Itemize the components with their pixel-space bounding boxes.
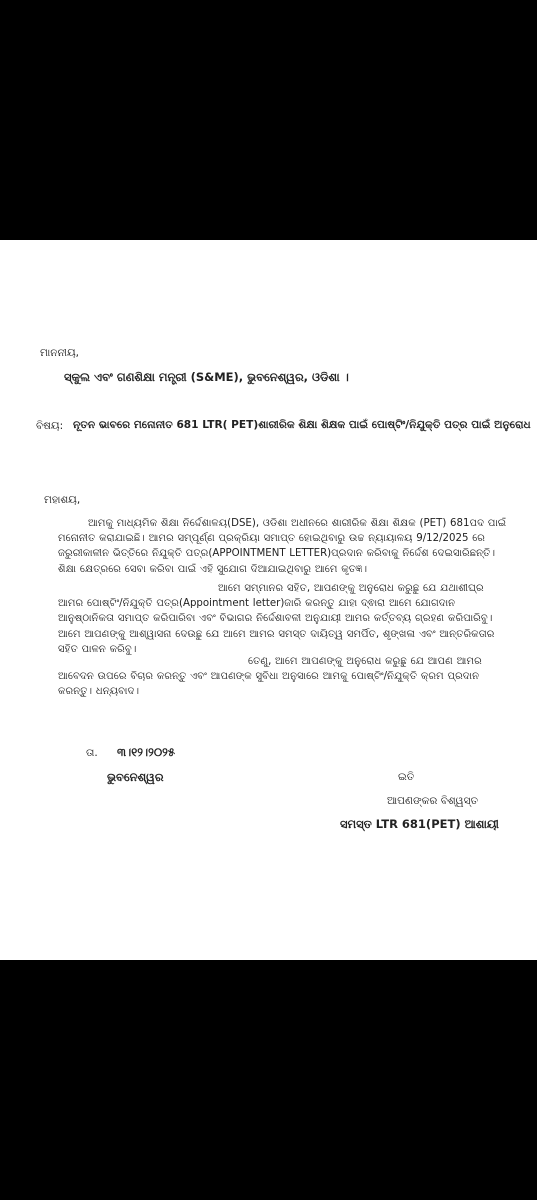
paragraph-2 bbox=[58, 581, 508, 657]
letter-page bbox=[0, 240, 537, 960]
paragraph-3 bbox=[58, 654, 508, 700]
date-label: ତା. bbox=[86, 747, 98, 759]
paragraph-1 bbox=[58, 516, 508, 577]
paragraph-2-text: ଆମେ ସମ୍ମାନର ସହିତ, ଆପଣଙ୍କୁ ଅନୁରୋଧ କରୁଛୁ ଯେ ଯଥାଶୀଘ୍ର ଆମର ପୋଷ୍ଟିଂ/ନିଯୁକ୍ତି ପତ୍ର(Appointment letter)ଜାରି କରନ୍ତୁ ଯାହା ଦ୍ଵାରା ଆମେ ଯୋଗଦାନ ଆନୁଷ୍ଠାନିକତା ସମାପ୍ତ କରିପାରିବା ଏବଂ ବିଭାଗର ନିର୍ଦ୍ଦେଶାବଳୀ ଅନୁଯାୟୀ ଆମର କର୍ତ୍ତବ୍ୟ ଗ୍ରହଣ କରିପାରିବୁ। ଆମେ ଆପଣଙ୍କୁ ଆଶ୍ୱାସନା ଦେଉଛୁ ଯେ ଆମେ ଆମର ସମସ୍ତ ଦାୟିତ୍ୱ ସମର୍ପିତ, ଶୃଙ୍ଖଳା ଏବଂ ଆନ୍ତରିକତାର ସହିତ ପାଳନ କରିବୁ। bbox=[58, 583, 495, 655]
paragraph-3-text: ତେଣୁ, ଆମେ ଆପଣଙ୍କୁ ଅନୁରୋଧ କରୁଛୁ ଯେ ଆପଣ ଆମର ଆବେଦନ ଉପରେ ବିଚାର କରନ୍ତୁ ଏବଂ ଆପଣଙ୍କ ସୁବିଧା ଅନୁସାରେ ଆମକୁ ପୋଷ୍ଟିଂ/ନିଯୁକ୍ତି କ୍ରମ ପ୍ରଦାନ କରନ୍ତୁ। ଧନ୍ୟବାଦ। bbox=[58, 656, 482, 698]
subject-text: ନୂତନ ଭାବରେ ମନୋନୀତ 681 LTR( PET)ଶାରୀରିକ ଶିକ୍ଷା ଶିକ୍ଷକ ପାଇଁ ପୋଷ୍ଟିଂ/ନିଯୁକ୍ତି ପତ୍ର ପାଇଁ ଅନୁରୋଧ bbox=[73, 419, 531, 431]
greeting: ମହାଶୟ, bbox=[44, 494, 81, 506]
top-black-bar bbox=[0, 0, 537, 240]
bottom-black-bar bbox=[0, 960, 537, 1200]
salutation: ମାନନୀୟ, bbox=[40, 347, 80, 359]
closing-yours-faithfully: ଆପଣଙ୍କର ବିଶ୍ୱସ୍ତ bbox=[387, 795, 478, 807]
addressee: ସ୍କୁଲ ଏବଂ ଗଣଶିକ୍ଷା ମନ୍ତ୍ରୀ (S&ME), ଭୁବନେଶ୍ୱର, ଓଡିଶା । bbox=[64, 370, 349, 384]
paragraph-1-text: ଆମକୁ ମାଧ୍ୟମିକ ଶିକ୍ଷା ନିର୍ଦ୍ଦେଶାଳୟ(DSE), ଓଡିଶା ଅଧୀନରେ ଶାରୀରିକ ଶିକ୍ଷା ଶିକ୍ଷକ (PET) 681ପଦ ପାଇଁ ମନୋନୀତ କରାଯାଇଛି। ଆମର ସମ୍ପୂର୍ଣ୍ଣ ପ୍ରକ୍ରିୟା ସମାପ୍ତ ହୋଇଥିବାରୁ ଉଚ୍ଚ ନ୍ୟାୟାଳୟ 9/12/2025 ରେ ଜରୁରୀକାଳୀନ ଭିତ୍ତିରେ ନିଯୁକ୍ତି ପତ୍ର(APPOINTMENT LETTER)ପ୍ରଦାନ କରିବାକୁ ନିର୍ଦ୍ଦେଶ ଦେଇସାରିଛନ୍ତି। ଶିକ୍ଷା କ୍ଷେତ୍ରରେ ସେବା କରିବା ପାଇଁ ଏହି ସୁଯୋଗ ଦିଆଯାଇଥିବାରୁ ଆମେ କୃତଜ୍ଞ। bbox=[58, 518, 507, 575]
subject-label: ବିଷୟ: bbox=[36, 420, 64, 432]
signature: ସମସ୍ତ LTR 681(PET) ଆଶାୟୀ bbox=[340, 817, 499, 831]
date-value: ୩।୧୨।୨୦୨୫ bbox=[117, 745, 176, 759]
place: ଭୁବନେଶ୍ୱର bbox=[107, 770, 164, 784]
closing-iti: ଇତି bbox=[398, 771, 415, 783]
